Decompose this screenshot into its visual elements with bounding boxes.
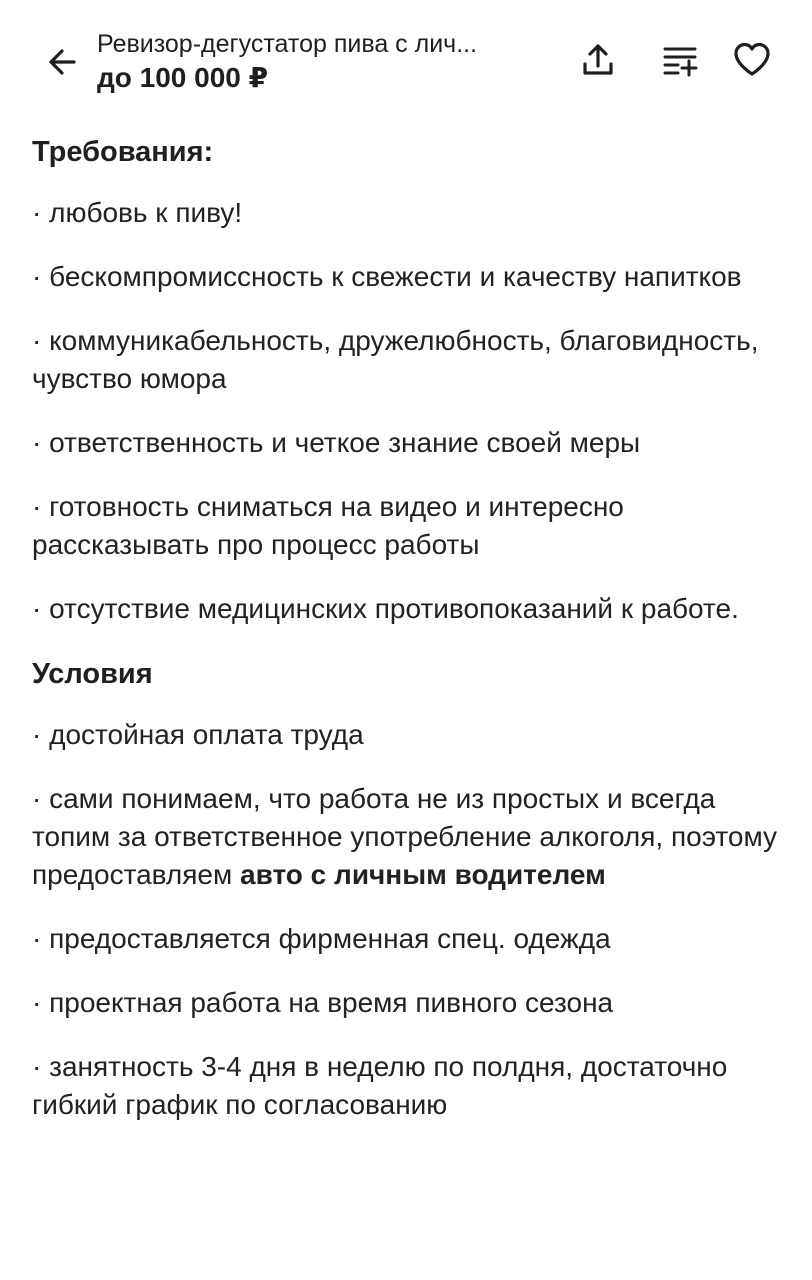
salary: до 100 000 ₽ — [97, 62, 269, 93]
compare-button[interactable] — [656, 36, 704, 84]
share-button[interactable] — [574, 36, 622, 84]
requirement-item: · любовь к пиву! — [32, 197, 243, 228]
requirement-item: · ответственность и четкое знание своей меры — [32, 427, 641, 458]
arrow-left-icon — [42, 42, 82, 82]
conditions-title: Условия — [32, 658, 153, 690]
condition-bold-text: авто с личным водителем — [240, 859, 606, 890]
share-icon — [578, 40, 618, 80]
back-button[interactable] — [38, 38, 86, 86]
condition-item — [32, 780, 782, 894]
favorite-button[interactable] — [728, 36, 776, 84]
condition-item: · проектная работа на время пивного сезона — [32, 987, 614, 1018]
condition-item: · достойная оплата труда — [32, 719, 364, 750]
vacancy-description — [32, 132, 782, 1124]
requirement-item: · отсутствие медицинских противопоказаний к работе. — [32, 593, 739, 624]
header-title-block — [97, 28, 557, 96]
requirements-title: Требования: — [32, 136, 214, 168]
condition-item: · занятность 3-4 дня в неделю по полдня, достаточно гибкий график по согласованию — [32, 1051, 728, 1120]
requirement-item: · коммуникабельность, дружелюбность, благовидность, чувство юмора — [32, 325, 759, 394]
condition-item: · предоставляется фирменная спец. одежда — [32, 923, 611, 954]
job-title: Ревизор-дегустатор пива с лич... — [97, 30, 478, 58]
condition-text: · сами понимаем, что работа не из простых и всегда топим за ответственное употребление алкоголя, поэтому предоставляем — [32, 783, 778, 890]
requirement-item: · готовность сниматься на видео и интересно рассказывать про процесс работы — [32, 491, 624, 560]
requirement-item: · бескомпромиссность к свежести и качеству напитков — [32, 261, 742, 292]
list-add-icon — [660, 40, 700, 80]
heart-icon — [730, 38, 774, 82]
top-bar — [0, 0, 812, 112]
